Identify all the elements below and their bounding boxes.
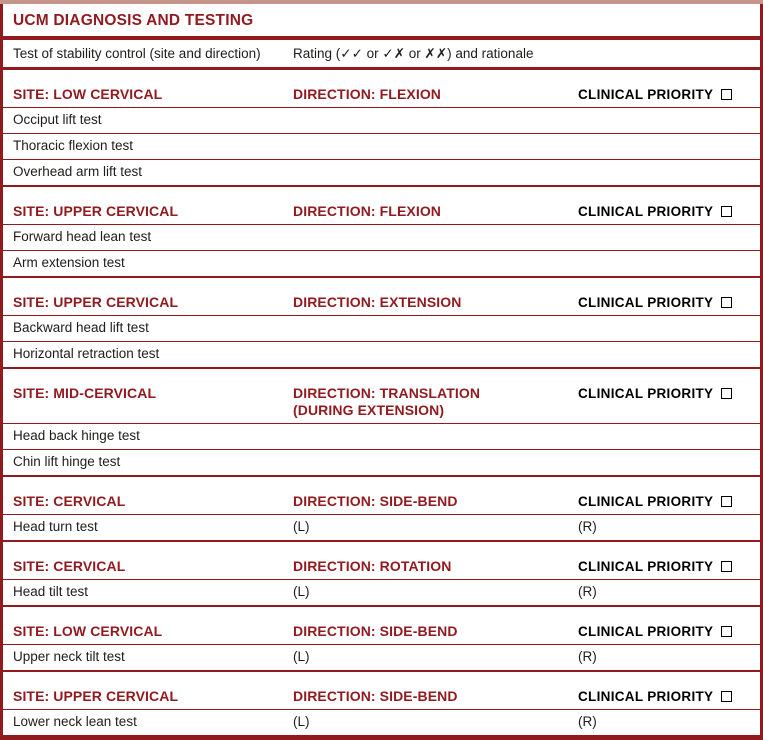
clinical-priority-checkbox[interactable] <box>721 626 732 637</box>
site-heading: SITE: CERVICAL <box>13 558 126 574</box>
section-header-row <box>3 290 760 316</box>
left-side-label: (L) <box>293 714 310 729</box>
section-upper-cervical-flexion <box>3 199 760 278</box>
clinical-priority-checkbox[interactable] <box>721 206 732 217</box>
clinical-priority-label: CLINICAL PRIORITY <box>578 689 714 704</box>
site-heading: SITE: MID-CERVICAL <box>13 385 157 401</box>
clinical-priority-checkbox[interactable] <box>721 691 732 702</box>
right-side-label: (R) <box>578 649 597 664</box>
direction-heading: DIRECTION: TRANSLATION (DURING EXTENSION) <box>293 385 481 418</box>
section-low-cervical-flexion <box>3 82 760 187</box>
clinical-priority-label: CLINICAL PRIORITY <box>578 559 714 574</box>
site-heading: SITE: LOW CERVICAL <box>13 623 163 639</box>
table-title-row <box>3 4 760 40</box>
section-cervical-side-bend <box>3 489 760 542</box>
clinical-priority-label: CLINICAL PRIORITY <box>578 624 714 639</box>
test-name: Forward head lean test <box>13 229 152 244</box>
clinical-priority-label: CLINICAL PRIORITY <box>578 87 714 102</box>
direction-heading: DIRECTION: FLEXION <box>293 203 442 219</box>
test-row <box>3 515 760 542</box>
direction-heading: DIRECTION: SIDE-BEND <box>293 688 458 704</box>
section-header-row <box>3 619 760 645</box>
clinical-priority-label: CLINICAL PRIORITY <box>578 204 714 219</box>
right-side-label: (R) <box>578 714 597 729</box>
test-row <box>3 645 760 672</box>
test-name: Occiput lift test <box>13 112 102 127</box>
test-name: Thoracic flexion test <box>13 138 134 153</box>
direction-heading: DIRECTION: FLEXION <box>293 86 442 102</box>
clinical-priority-checkbox[interactable] <box>721 297 732 308</box>
direction-heading: DIRECTION: ROTATION <box>293 558 452 574</box>
section-header-row <box>3 199 760 225</box>
test-name: Head tilt test <box>13 584 89 599</box>
section-mid-cervical-translation <box>3 381 760 477</box>
test-row <box>3 108 760 134</box>
test-row <box>3 160 760 187</box>
clinical-priority-checkbox[interactable] <box>721 561 732 572</box>
section-header-row <box>3 489 760 515</box>
test-name: Chin lift hinge test <box>13 454 121 469</box>
site-heading: SITE: UPPER CERVICAL <box>13 294 179 310</box>
section-header-row <box>3 381 760 424</box>
test-name: Overhead arm lift test <box>13 164 143 179</box>
test-row <box>3 424 760 450</box>
test-name: Upper neck tilt test <box>13 649 125 664</box>
ucm-diagnosis-table <box>0 4 763 740</box>
section-cervical-rotation <box>3 554 760 607</box>
section-header-row <box>3 684 760 710</box>
test-column-header: Test of stability control (site and direction) <box>13 46 261 61</box>
test-row <box>3 342 760 369</box>
rating-column-header: Rating (✓✓ or ✓✗ or ✗✗) and rationale <box>293 46 534 61</box>
left-side-label: (L) <box>293 584 310 599</box>
direction-heading: DIRECTION: SIDE-BEND <box>293 493 458 509</box>
left-side-label: (L) <box>293 519 310 534</box>
left-side-label: (L) <box>293 649 310 664</box>
test-name: Horizontal retraction test <box>13 346 160 361</box>
column-header-row <box>3 40 760 70</box>
right-side-label: (R) <box>578 584 597 599</box>
test-name: Head back hinge test <box>13 428 140 443</box>
site-heading: SITE: CERVICAL <box>13 493 126 509</box>
test-row <box>3 134 760 160</box>
section-header-row <box>3 554 760 580</box>
test-row <box>3 251 760 278</box>
table-title: UCM DIAGNOSIS AND TESTING <box>13 12 254 29</box>
site-heading: SITE: UPPER CERVICAL <box>13 203 179 219</box>
section-upper-cervical-extension <box>3 290 760 369</box>
clinical-priority-label: CLINICAL PRIORITY <box>578 295 714 310</box>
section-upper-cervical-side-bend <box>3 684 760 735</box>
site-heading: SITE: UPPER CERVICAL <box>13 688 179 704</box>
clinical-priority-checkbox[interactable] <box>721 388 732 399</box>
test-name: Backward head lift test <box>13 320 149 335</box>
test-row <box>3 710 760 735</box>
clinical-priority-label: CLINICAL PRIORITY <box>578 386 714 401</box>
test-name: Arm extension test <box>13 255 125 270</box>
section-low-cervical-side-bend <box>3 619 760 672</box>
test-name: Lower neck lean test <box>13 714 137 729</box>
clinical-priority-checkbox[interactable] <box>721 89 732 100</box>
test-row <box>3 316 760 342</box>
right-side-label: (R) <box>578 519 597 534</box>
test-name: Head turn test <box>13 519 98 534</box>
clinical-priority-label: CLINICAL PRIORITY <box>578 494 714 509</box>
direction-heading: DIRECTION: SIDE-BEND <box>293 623 458 639</box>
clinical-priority-checkbox[interactable] <box>721 496 732 507</box>
test-row <box>3 580 760 607</box>
direction-heading: DIRECTION: EXTENSION <box>293 294 462 310</box>
test-row <box>3 225 760 251</box>
site-heading: SITE: LOW CERVICAL <box>13 86 163 102</box>
test-row <box>3 450 760 477</box>
section-header-row <box>3 82 760 108</box>
